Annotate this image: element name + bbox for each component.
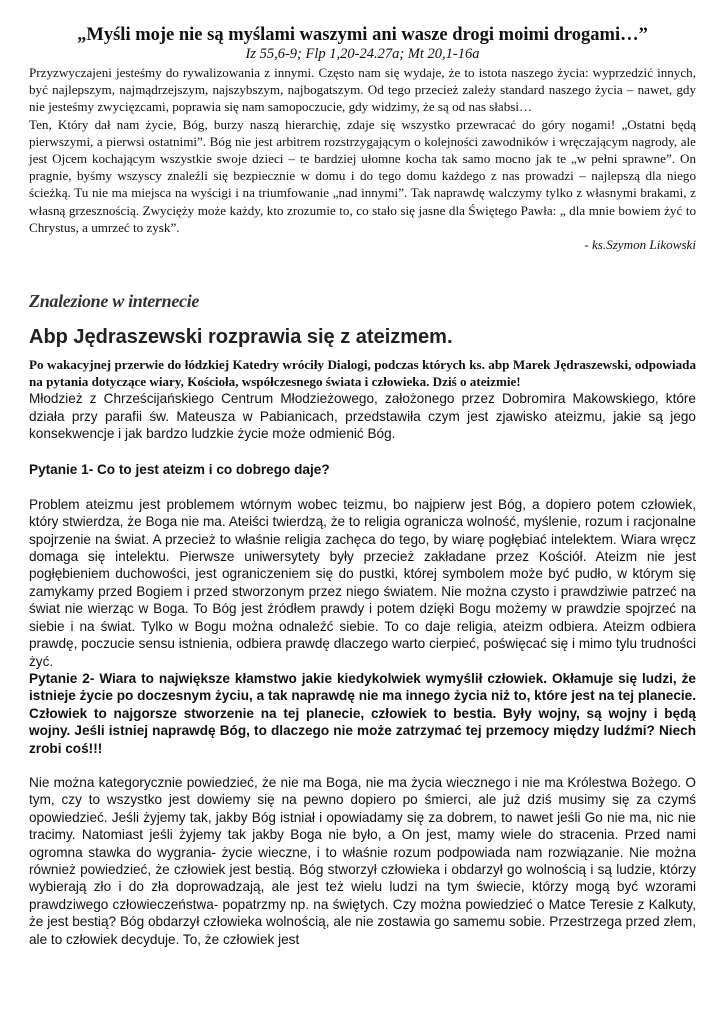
answer-1-paragraph: Problem ateizmu jest problemem wtórnym wobec teizmu, bo najpierw jest Bóg, a dopiero potem człowiek, który stwierdza, że Boga nie ma. Ateiści twierdzą, że to religia ogranicza wolność, myślenie, rozum i racjonalne spojrzenie na świat. A przecież to właśnie religia zachęca do tego, by wiarę pogłębiać intelektem. Wiara wręcz domaga się intelektu. Pierwsze uniwersytety były przecież zakładane przez Kościół. Ateizm nie jest pogłębieniem duchowości, jest ograniczeniem się do pustki, której symbolem może być pudło, w którym się zamykamy przed Bogiem i przed stworzonym przez niego światem. Nie można czysto i prawdziwie patrzeć na świat nie wierząc w Boga. To Bóg jest źródłem prawdy i potem dzięki Bogu możemy w prawdzie spojrzeć na siebie i na świat. Tylko w Bogu można odnaleźć siebie. To co daje religia, ateizm odbiera. Ateizm odbiera prawdę, poczucie sensu istnienia, odbiera prawdę dlaczego warto cierpieć, poświęcać się i mimo tylu trudności żyć.: [29, 496, 696, 669]
section-label: Znalezione w internecie: [29, 291, 200, 312]
article-lead: Po wakacyjnej przerwie do łódzkiej Katedry wróciły Dialogi, podczas których ks. abp Marek Jędraszewski, odpowiada na pytania dotyczące wiary, Kościoła, współczesnego świata i człowieka. Dziś o ateizmie!: [29, 357, 696, 389]
article-title: Abp Jędraszewski rozprawia się z ateizmem.: [29, 326, 453, 349]
answer-2-paragraph: Nie można kategorycznie powiedzieć, że nie ma Boga, nie ma życia wiecznego i nie ma Królestwa Bożego. O tym, czy to wszystko jest dowiemy się na pewno dopiero po śmierci, ale już dziś musimy się za czymś opowiedzieć. Jeśli żyjemy tak, jakby Bóg istniał i opowiadamy się za dobrem, to nawet jeśli Go nie ma, nic nie tracimy. Natomiast jeśli żyjemy tak jakby Boga nie było, a On jest, mamy wiele do stracenia. Przed nami ogromna stawka do wygrania- życie wieczne, i to właśnie rozum podpowiada nam rozwiązanie. Nie można również powiedzieć, że człowiek jest bestią. Bóg stworzył człowieka i obdarzył go wolnością i są ludzie, którzy wybierają zło i do zła doprowadzają, ale jest też wielu ludzi na tym świecie, którzy mogą być wzorami prawdziwego człowieczeństwa- popatrzmy np. na świętych. Czy można powiedzieć o Matce Teresie z Kalkuty, że jest bestią? Bóg obdarzył człowieka wolnością, ale nie zostawia go samemu sobie. Przestrzega przed złem, ale to człowiek decyduje. To, że człowiek jest: [29, 774, 696, 947]
scripture-reference: Iz 55,6-9; Flp 1,20-24.27a; Mt 20,1-16a: [245, 46, 480, 62]
article-intro: Młodzież z Chrześcijańskiego Centrum Młodzieżowego, założonego przez Dobromira Makowskiego, które działa przy parafii św. Mateusza w Pabianicach, przedstawiła czym jest zjawisko ateizmu, jakie są jego konsekwencje i jak bardzo ludzkie życie może odmienić Bóg.: [29, 391, 696, 442]
document-page: [29, 24, 696, 948]
question-1-heading: Pytanie 1- Co to jest ateizm i co dobrego daje?: [29, 462, 330, 478]
paragraph-gap: [29, 757, 696, 774]
reflection-paragraph-2: Ten, Który dał nam życie, Bóg, burzy naszą hierarchię, zdaje się wszystko przewracać do góry nogami! „Ostatni będą pierwszymi, a pierwsi ostatnimi”. Bóg nie jest arbitrem rozstrzygającym o kolejności zawodników i wręczającym nagrody, ale jest Ojcem kochającym wszystkie swoje dzieci – te bardziej ułomne kocha tak samo mocno jak te „w pełni sprawne”. On pragnie, byśmy wszyscy znaleźli się bezpiecznie w domu i do tego domu każdego z nas prowadzi – najlepszą dla niego ścieżką. Tu nie ma miejsca na wyścigi i na triumfowanie „nad innymi”. Tak naprawdę walczymy tylko z własnymi brakami, z własną grzesznością. Zwycięży może każdy, kto zrozumie to, co stało się jasne dla Świętego Pawła: „ dla mnie bowiem żyć to Chrystus, a umrzeć to zysk”.: [29, 116, 696, 235]
reflection-author: - ks.Szymon Likowski: [584, 237, 696, 253]
question-2-heading: Pytanie 2- Wiara to największe kłamstwo jakie kiedykolwiek wymyślił człowiek. Okłamuje się ludzi, że istnieje życie po doczesnym życiu, a tak naprawdę nie ma innego życia niż to, które jest na tej planecie. Człowiek to najgorsze stworzenie na tej planecie, człowiek to bestia. Były wojny, są wojny i będą wojny. Jeśli istniej naprawdę Bóg, to dlaczego nie może zatrzymać tej przemocy między ludźmi? Niech zrobi coś!!!: [29, 670, 696, 756]
reflection-paragraph-1: Przyzwyczajeni jesteśmy do rywalizowania z innymi. Często nam się wydaje, że to istota naszego życia: wyprzedzić innych, być najlepszym, najmądrzejszym, najszybszym, najbogatszym. Od tego przecież zależy standard naszego życia – nawet, gdy nie jesteśmy zwycięzcami, poprawia się nam samopoczucie, gdy widzimy, że są od nas słabsi…: [29, 65, 696, 115]
reflection-title: „Myśli moje nie są myślami waszymi ani wasze drogi moimi drogami…”: [77, 25, 648, 45]
